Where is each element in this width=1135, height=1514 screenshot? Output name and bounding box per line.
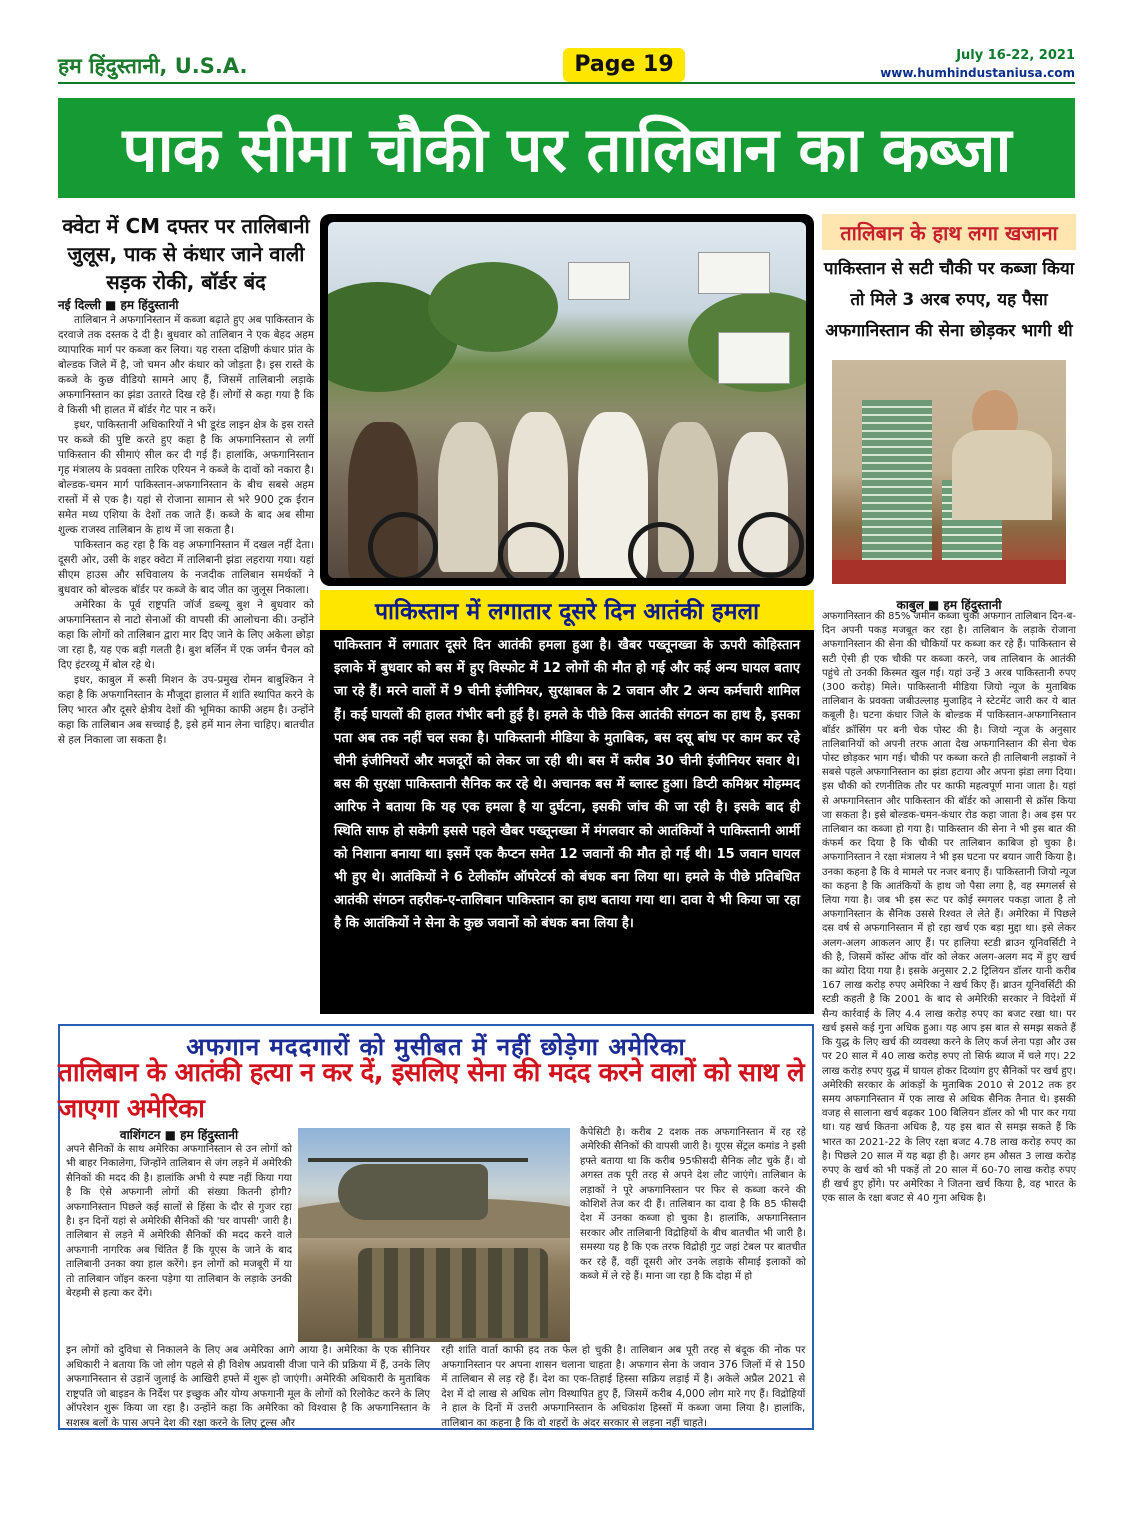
left-story-headline: क्वेटा में CM दफ्तर पर तालिबानी जुलूस, पाक से कंधार जाने वाली सड़क रोकी, बॉर्डर बंद	[62, 214, 310, 294]
left-story	[58, 212, 314, 748]
helicopter-troops-photo	[298, 1128, 570, 1342]
website-url[interactable]: www.humhindustaniusa.com	[880, 66, 1075, 80]
masthead-divider	[58, 82, 1075, 84]
bottom-story-headline-bar	[58, 1058, 814, 1124]
motorcycle-rally-photo	[328, 222, 806, 578]
newspaper-brand: हम हिंदुस्तानी, U.S.A.	[58, 54, 248, 78]
bottom-story-right-text: कैपेसिटी है। करीब 2 दशक तक अफगानिस्तान में रह रहे अमेरिकी सैनिकों की वापसी जारी है। यूएस सेंट्रल कमांड ने इसी हफ्ते बताया था कि करीब 95फीसदी सैनिक लौट चुके हैं। वो अगस्त तक पूरी तरह से अपने देश लौट जाएंगे। तालिबान के लड़ाकों ने पूरे अफगानिस्तान पर फिर से कब्जा करने की कोशिशें तेज कर दी हैं। तालिबान का दावा है कि 85 फीसदी देश में उनका कब्जा हो चुका है। हालांकि, अफगानिस्तान सरकार और तालिबानी विद्रोहियों के बीच बातचीत भी जारी है। समस्या यह है कि एक तरफ विद्रोही गुट जहां टेबल पर बातचीत कर रहे हैं, वहीं दूसरी ओर उनके लड़ाके सीमाई इलाकों को कब्जे में ले रहे हैं। माना जा रहा है कि दोहा में हो	[580, 1127, 806, 1283]
right-story-body: अफगानिस्तान की 85% जमीन कब्जा चुका अफगान तालिबान दिन-ब-दिन अपनी पकड़ मजबूत कर रहा है। तालिबान के लड़ाके रोजाना अफगानिस्तान की सेना की चौकियों पर कब्जा कर रहे हैं। पाकिस्तान से सटी ऐसी ही एक चौकी पर कब्जा करने, जब तालिबान के आतंकी पहुंचे तो उनकी किस्मत खुल गई। यहां उन्हें 3 अरब पाकिस्तानी रुपए (300 करोड़) मिले। पाकिस्तानी मीडिया जियो न्यूज के मुताबिक तालिबान के प्रवक्ता जबीउल्लाह मुजाहिद ने स्टेटमेंट जारी कर ये बात कबूली है। घटना कंधार जिले के बोल्डक में पाकिस्तान-अफगानिस्तान बॉर्डर क्रॉसिंग पर बनी चेक पोस्ट की है। जियो न्यूज के अनुसार तालिबानियों को अपनी तरफ आता देख अफगानिस्तान की सेना चेक पोस्ट छोड़कर भाग गई। चौकी पर कब्जा करते ही तालिबानी लड़ाकों ने सबसे पहले अफगानिस्तान का झंडा हटाया और अपना झंडा लगा दिया। इस चौकी को रणनीतिक तौर पर काफी महत्वपूर्ण माना जाता है। यहां से अफगानिस्तान और पाकिस्तान की बॉर्डर को आसानी से क्रॉस किया जा सकता है। इसे बोल्डक-चमन-कंधार रोड कहा जाता है। अब इस पर तालिबान का कब्जा हो गया है। पाकिस्तान की सेना ने भी इस बात की कंफर्म कर दिया है कि चौकी पर तालिबान काबिज हो चुका है। अफगानिस्तान ने रक्षा मंत्रालय ने भी इस घटना पर बयान जारी किया है। उनका कहना है कि वे मामले पर नजर बनाए हैं। पाकिस्तानी जियो न्यूज का कहना है कि आतंकियों के हाथ जो पैसा लगा है, वह स्मगलर्स से लिया गया है। जब भी इस रूट पर कोई स्मगलर पकड़ा जाता है तो अफगानिस्तान के सैनिक उससे रिश्वत ले लेते हैं। अमेरिका में पिछले दस वर्ष से अफगानिस्तान में हो रहा खर्च एक बड़ा मुद्दा था। इसे लेकर अलग-अलग आकलन आए हैं। पर हालिया स्टडी ब्राउन यूनिवर्सिटी ने की है, जिसमें कॉस्ट ऑफ वॉर को लेकर अलग-अलग मद में हुए खर्च का ब्योरा दिया गया है। इसके अनुसार 2.2 ट्रिलियन डॉलर यानी करीब 167 लाख करोड़ रुपए अमेरिका ने खर्च किए हैं। ब्राउन यूनिवर्सिटी की स्टडी कहती है कि 2001 के बाद से अमेरिकी सरकार ने विदेशों में सैन्य कार्रवाई के लिए 4.4 लाख करोड़ रुपए का बजट रखा था। पर खर्च इससे कई गुना अधिक हुआ। यह आप इस बात से समझ सकते हैं कि युद्ध के लिए खर्च की व्यवस्था करने के लिए कर्ज लेना पड़ा और उस पर 20 साल में 40 लाख करोड़ रुपए तो सिर्फ ब्याज में चले गए। 22 लाख करोड़ रुपए युद्ध में घायल होकर दिव्यांग हुए सैनिकों पर खर्च हुए। अमेरिकी सरकार के आंकड़ों के मुताबिक 2010 से 2012 तक हर समय अफगानिस्तान में एक लाख से अधिक सैनिक तैनात थे। इसकी वजह से सालाना खर्च बढ़कर 100 बिलियन डॉलर को भी पार कर गया था। यह खर्च कितना अधिक है, यह इस बात से समझ सकते हैं कि भारत का 2021-22 के लिए रक्षा बजट 4.78 लाख करोड़ रुपए का है। पिछले 20 साल में यह बढ़ा ही है। अगर हम औसत 3 लाख करोड़ रुपए के खर्च को भी पकड़ें तो 20 साल में 60-70 लाख करोड़ रुपए ही खर्च हुए होंगे। पर अमेरिका ने जितना खर्च किया है, वह भारत के एक साल के रक्षा बजट से 40 गुना अधिक है।	[822, 611, 1076, 1205]
center-story-body: पाकिस्तान में लगातार दूसरे दिन आतंकी हमला हुआ है। खैबर पख्तूनख्वा के ऊपरी कोहिस्तान इलाके में बुधवार को बस में हुए विस्फोट में 12 लोगों की मौत हो गई और कई अन्य घायल बताए जा रहे हैं। मरने वालों में 9 चीनी इंजीनियर, सुरक्षाबल के 2 जवान और 2 अन्य कर्मचारी शामिल हैं। कई घायलों की हालत गंभीर बनी हुई है। हमले के पीछे किस आतंकी संगठन का हाथ है, इसका पता अब तक नहीं चल सका है। पाकिस्तानी मीडिया के मुताबिक, बस दसू बांध पर काम कर रहे चीनी इंजीनियरों और मजदूरों को लेकर जा रही थी। बस में करीब 30 चीनी इंजीनियर सवार थे। बस की सुरक्षा पाकिस्तानी सैनिक कर रहे थे। अचानक बस में ब्लास्ट हुआ। डिप्टी कमिश्नर मोहम्मद आरिफ ने बताया कि यह एक हमला है या दुर्घटना, इसकी जांच की जा रही है। इसके बाद ही स्थिति साफ हो सकेगी इससे पहले खैबर पख्तूनख्वा में मंगलवार को आतंकियों ने पाकिस्तानी आर्मी को निशाना बनाया था। इसमें एक कैप्टन समेत 12 जवानों की मौत हो गई थी। 15 जवान घायल भी हुए थे। आतंकियों ने 6 टेलीकॉम ऑपरेटर्स को बंधक बना लिया था। हमले के पीछे प्रतिबंधित आतंकी संगठन तहरीक-ए-तालिबान पाकिस्तान का हाथ बताया गया था। दावा ये भी किया जा रहा है कि आतंकियों ने सेना के कुछ जवानों को बंधक बना लिया है।	[320, 630, 814, 1014]
right-story-headline: पाकिस्तान से सटी चौकी पर कब्जा किया तो मिले 3 अरब रुपए, यह पैसा अफगानिस्तान की सेना छोड़कर भागी थी	[823, 259, 1075, 341]
main-headline: पाक सीमा चौकी पर तालिबान का कब्जा	[122, 113, 1011, 186]
main-headline-banner	[58, 98, 1075, 198]
right-story-tag	[822, 214, 1076, 250]
paragraph: पाकिस्तान कह रहा है कि वह अफगानिस्तान में दखल नहीं देता। दूसरी ओर, उसी के शहर क्वेटा में तालिबानी झंडा लहराया गया। यहां सीएम हाउस और सचिवालय के नजदीक तालिबान समर्थकों ने बुधवार को बोल्डक बॉर्डर पर कब्जे के बाद जीत का जुलूस निकाला।	[58, 539, 314, 596]
paragraph: अमेरिका के पूर्व राष्ट्रपति जॉर्ज डब्ल्यू बुश ने बुधवार को अफगानिस्तान से नाटो सेनाओं की वापसी की आलोचना की। उन्होंने कहा कि लोगों को तालिबान द्वारा मार दिए जाने के लिए अकेला छोड़ा जा रहा है, यह एक बड़ी गलती है। बुश बर्लिन में एक जर्मन चैनल को दिए इंटरव्यू में बोल रहे थे।	[58, 599, 314, 671]
left-story-byline: नई दिल्ली ■ हम हिंदुस्तानी	[58, 298, 179, 312]
bottom-story-byline: वाशिंगटन ■ हम हिंदुस्तानी	[119, 1128, 239, 1142]
bottom-lower-left-column: इन लोगों को दुविधा से निकालने के लिए अब अमेरिका आगे आया है। अमेरिका के एक सीनियर अधिकारी ने बताया कि जो लोग पहले से ही विशेष अप्रवासी वीजा पाने की प्रक्रिया में हैं, उनके लिए अफगानिस्तान से उड़ानें जुलाई के आखिरी हफ्ते में शुरू हो जाएंगी। अमेरिकी अधिकारी के मुताबिक राष्ट्रपति जो बाइडन के निर्देश पर इच्छुक और योग्य अफगानी मूल के लोगों को रिलोकेट करने के लिए ऑपरेशन शुरू किया जा रहा है। उन्होंने कहा कि अमेरिका को विश्वास है कि अफगानिस्तान के सशस्त्र बलों के पास अपने देश की रक्षा करने के लिए टूल्स और	[66, 1345, 430, 1429]
right-story-tag-text: तालिबान के हाथ लगा खजाना	[840, 220, 1058, 245]
paragraph: इधर, पाकिस्तानी अधिकारियों ने भी डूरंड लाइन क्षेत्र के इस रास्ते पर कब्जे की पुष्टि करते हुए कहा है कि अफगानिस्तान से लगीं पाकिस्तान की सीमाएं सील कर दी गई हैं। हालांकि, अफगानिस्तान गृह मंत्रालय के प्रवक्ता तारिक एरियन ने कब्जे के दावों को नकारा है। बोल्डक-चमन मार्ग पाकिस्तान-अफगानिस्तान के बीच सबसे अहम रास्तों में से एक है। यहां से रोजाना सामान से भरे 900 ट्रक ईरान समेत मध्य एशिया के देशों तक जाते हैं। कब्जे के बाद अब सीमा शुल्क राजस्व तालिबान के हाथ में जा सकता है।	[58, 419, 314, 536]
bottom-story-kicker: अफगान मददगारों को मुसीबत में नहीं छोड़ेगा अमेरिका	[186, 1033, 686, 1061]
center-story-headline: पाकिस्तान में लगातार दूसरे दिन आतंकी हमला	[374, 599, 760, 625]
bottom-story-headline: तालिबान के आतंकी हत्या न कर दें, इसलिए सेना की मदद करने वालों को साथ ले जाएगा अमेरिका	[58, 1058, 805, 1124]
right-story-byline: काबुल ■ हम हिंदुस्तानी	[896, 598, 1002, 612]
issue-date: July 16-22, 2021	[956, 48, 1075, 63]
page-number-badge: Page 19	[563, 48, 685, 82]
left-story-body	[58, 313, 314, 748]
paragraph: इधर, काबुल में रूसी मिशन के उप-प्रमुख रोमन बाबुश्किन ने कहा है कि अफगानिस्तान के मौजूदा हालात में शांति स्थापित करने के लिए भारत और दूसरे क्षेत्रीय देशों की भूमिका काफी अहम है। उन्होंने कहा कि तालिबान अब सच्चाई है, इसे हमें मान लेना चाहिए। बातचीत से हल निकाला जा सकता है।	[58, 674, 314, 746]
cash-stacks-photo	[832, 360, 1066, 584]
center-story-photo	[320, 214, 814, 586]
bottom-story-left-column	[66, 1126, 292, 1301]
paragraph: तालिबान ने अफगानिस्तान में कब्जा बढ़ाते हुए अब पाकिस्तान के दरवाजे तक दस्तक दे दी है। बुधवार को तालिबान ने एक बेहद अहम व्यापारिक मार्ग पर कब्जा कर लिया। यह रास्ता दक्षिणी कंधार प्रांत के बोल्डक जिले में है, जो चमन और कंधार को जोड़ता है। इस रास्ते के कब्जे के कुछ वीडियो सामने आए हैं, जिसमें तालिबानी लड़ाके अफगानिस्तान का झंडा उतारते दिख रहे हैं। लोगों से कहा गया है कि वे किसी भी हालत में बॉर्डर गेट पार न करें।	[58, 314, 314, 416]
bottom-story-lower-text	[66, 1344, 806, 1432]
bottom-story-left-text: अपने सैनिकों के साथ अमेरिका अफगानिस्तान से उन लोगों को भी बाहर निकालेगा, जिन्होंने तालिबान से जंग लड़ने में अमेरिकी सैनिकों की मदद की है। हालांकि अभी ये स्पष्ट नहीं किया गया है कि ऐसे अफगानी लोगों की संख्या कितनी होगी? अफगानिस्तान पिछले कई सालों से हिंसा के दौर से गुजर रहा है। इन दिनों यहां से अमेरिकी सैनिकों की 'घर वापसी' जारी है। तालिबान से लड़ने में अमेरिकी सैनिकों की मदद करने वाले अफगानी नागरिक अब चिंतित हैं कि यूएस के जाने के बाद तालिबानी उनका क्या हाल करेंगे। इन लोगों को मजबूरी में या तो तालिबान जॉइन करना पड़ेगा या तालिबान के लड़ाके उनकी बेरहमी से हत्या कर देंगे।	[66, 1144, 292, 1300]
bottom-lower-right-column: रही शांति वार्ता काफी हद तक फेल हो चुकी है। तालिबान अब पूरी तरह से बंदूक की नोक पर अफगानिस्तान पर अपना शासन चलाना चाहता है। अफगान सेना के जवान 376 जिलों में से 150 में तालिबान से लड़ रहे हैं। देश का एक-तिहाई हिस्सा सक्रिय लड़ाई में है। अकेले अप्रैल 2021 से देश में दो लाख से अधिक लोग विस्थापित हुए हैं, जिसमें करीब 4,000 लोग मारे गए हैं। विद्रोहियों ने हाल के दिनों में उत्तरी अफगानिस्तान के अधिकांश हिस्सों में कब्जा जमा लिया है। हालांकि, तालिबान का कहना है कि वो शहरों के अंदर सरकार से लड़ना नहीं चाहते।	[441, 1345, 806, 1429]
center-story-headline-bar	[320, 590, 814, 630]
